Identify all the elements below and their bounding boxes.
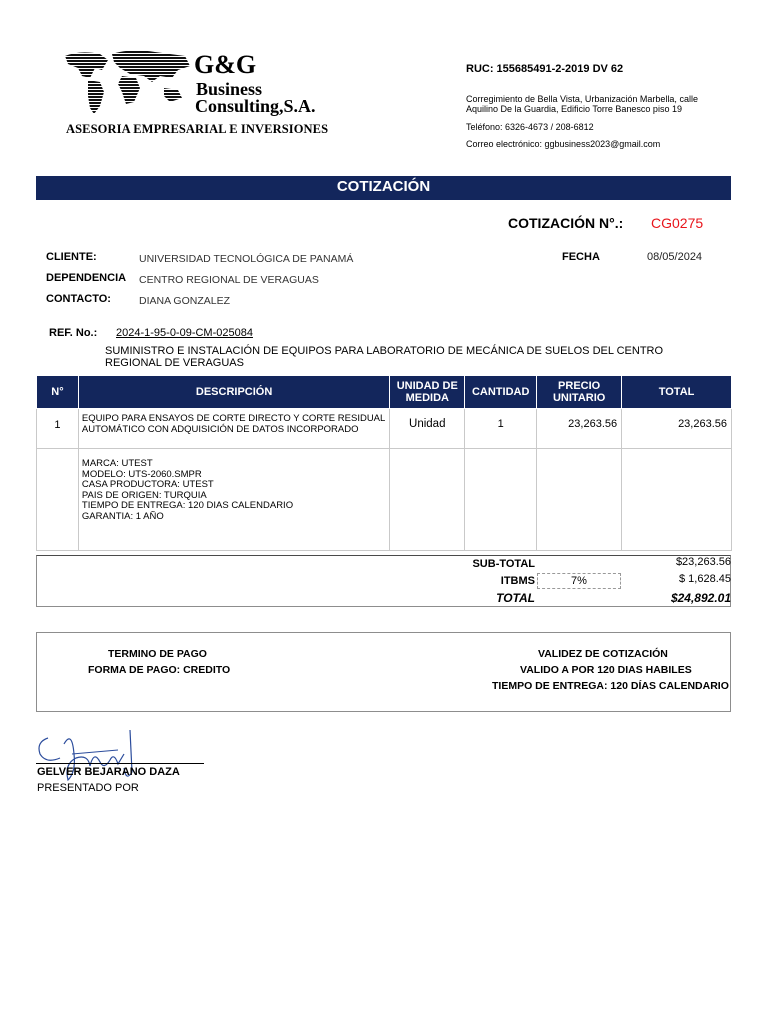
validity-title: VALIDEZ DE COTIZACIÓN bbox=[538, 648, 668, 660]
detail-empty-cell bbox=[622, 449, 732, 551]
header-total: TOTAL bbox=[622, 376, 732, 409]
itbms-value: $ 1,628.45 bbox=[679, 573, 731, 585]
row-quantity: 1 bbox=[465, 409, 537, 449]
brand-subtitle-1: Business bbox=[196, 79, 263, 99]
client-value: UNIVERSIDAD TECNOLÓGICA DE PANAMÁ bbox=[139, 253, 354, 265]
world-map-logo-icon bbox=[60, 48, 195, 118]
detail-line: MODELO: UTS-2060.SMPR bbox=[81, 468, 202, 480]
table-row-details bbox=[37, 449, 732, 551]
brand-subtitle-2: Consulting,S.A. bbox=[195, 96, 316, 116]
delivery-time: TIEMPO DE ENTREGA: 120 DÍAS CALENDARIO bbox=[492, 680, 729, 692]
detail-empty-cell bbox=[390, 449, 465, 551]
reference-number: 2024-1-95-0-09-CM-025084 bbox=[116, 327, 253, 339]
detail-line: TIEMPO DE ENTREGA: 120 DIAS CALENDARIO bbox=[81, 500, 294, 511]
date-value: 08/05/2024 bbox=[647, 251, 703, 263]
company-email: Correo electrónico: ggbusiness2023@gmail.com bbox=[466, 139, 661, 149]
detail-line: PAIS DE ORIGEN: TURQUIA bbox=[81, 489, 207, 501]
date-label: FECHA bbox=[562, 251, 600, 263]
total-value: $24,892.01 bbox=[670, 591, 731, 605]
row-unit: Unidad bbox=[390, 409, 465, 449]
dependency-label: DEPENDENCIA bbox=[46, 272, 127, 284]
header-number: N° bbox=[37, 376, 79, 409]
payment-form: FORMA DE PAGO: CREDITO bbox=[88, 664, 231, 676]
row-unit-price: 23,263.56 bbox=[537, 409, 622, 449]
signer-role: PRESENTADO POR bbox=[37, 782, 139, 794]
payment-term-title: TERMINO DE PAGO bbox=[108, 648, 207, 660]
validity-text: VALIDO A POR 120 DIAS HABILES bbox=[520, 664, 692, 676]
detail-line: CASA PRODUCTORA: UTEST bbox=[81, 479, 214, 490]
quote-number: CG0275 bbox=[651, 215, 704, 231]
items-table bbox=[36, 375, 732, 551]
row-total: 23,263.56 bbox=[622, 409, 732, 449]
detail-line: MARCA: UTEST bbox=[81, 458, 153, 469]
detail-empty-cell bbox=[37, 449, 79, 551]
contact-value: DIANA GONZALEZ bbox=[139, 295, 231, 307]
document-title-banner: COTIZACIÓN bbox=[36, 176, 731, 200]
client-label: CLIENTE: bbox=[46, 251, 97, 263]
subtotal-label: SUB-TOTAL bbox=[472, 558, 535, 570]
signature-line bbox=[36, 763, 204, 764]
company-tagline: ASESORIA EMPRESARIAL E INVERSIONES bbox=[66, 122, 329, 136]
itbms-label: ITBMS bbox=[500, 575, 535, 587]
brand-name: G&G bbox=[194, 50, 257, 79]
header-quantity: CANTIDAD bbox=[465, 376, 537, 409]
itbms-rate: 7% bbox=[537, 573, 621, 589]
row-details bbox=[78, 449, 389, 551]
signer-name: GELVER BEJARANO DAZA bbox=[37, 766, 180, 778]
detail-empty-cell bbox=[465, 449, 537, 551]
company-ruc: RUC: 155685491-2-2019 DV 62 bbox=[466, 63, 624, 75]
header-description: DESCRIPCIÓN bbox=[78, 376, 389, 409]
table-header-row bbox=[37, 376, 732, 409]
table-row bbox=[37, 409, 732, 449]
row-number: 1 bbox=[37, 409, 79, 449]
header-unit: UNIDAD DE MEDIDA bbox=[390, 376, 465, 409]
contact-label: CONTACTO: bbox=[46, 293, 111, 305]
subtotal-value: $23,263.56 bbox=[675, 556, 731, 568]
dependency-value: CENTRO REGIONAL DE VERAGUAS bbox=[139, 274, 319, 286]
row-description: EQUIPO PARA ENSAYOS DE CORTE DIRECTO Y CORTE RESIDUAL AUTOMÁTICO CON ADQUISICIÓN DE DATOS INCORPORADO bbox=[78, 409, 389, 449]
total-label: TOTAL bbox=[496, 591, 535, 605]
detail-empty-cell bbox=[537, 449, 622, 551]
company-address: Corregimiento de Bella Vista, Urbanización Marbella, calle Aquilino De la Guardia, Edificio Torre Banesco piso 19 bbox=[466, 94, 698, 114]
reference-description: SUMINISTRO E INSTALACIÓN DE EQUIPOS PARA LABORATORIO DE MECÁNICA DE SUELOS DEL CENTRO REGIONAL DE VERAGUAS bbox=[105, 345, 664, 369]
reference-label: REF. No.: bbox=[49, 327, 98, 339]
quote-number-label: COTIZACIÓN N°.: bbox=[508, 215, 624, 231]
header-unit-price: PRECIO UNITARIO bbox=[537, 376, 622, 409]
company-phone: Teléfono: 6326-4673 / 208-6812 bbox=[466, 122, 594, 132]
detail-line: GARANTIA: 1 AÑO bbox=[81, 510, 164, 522]
